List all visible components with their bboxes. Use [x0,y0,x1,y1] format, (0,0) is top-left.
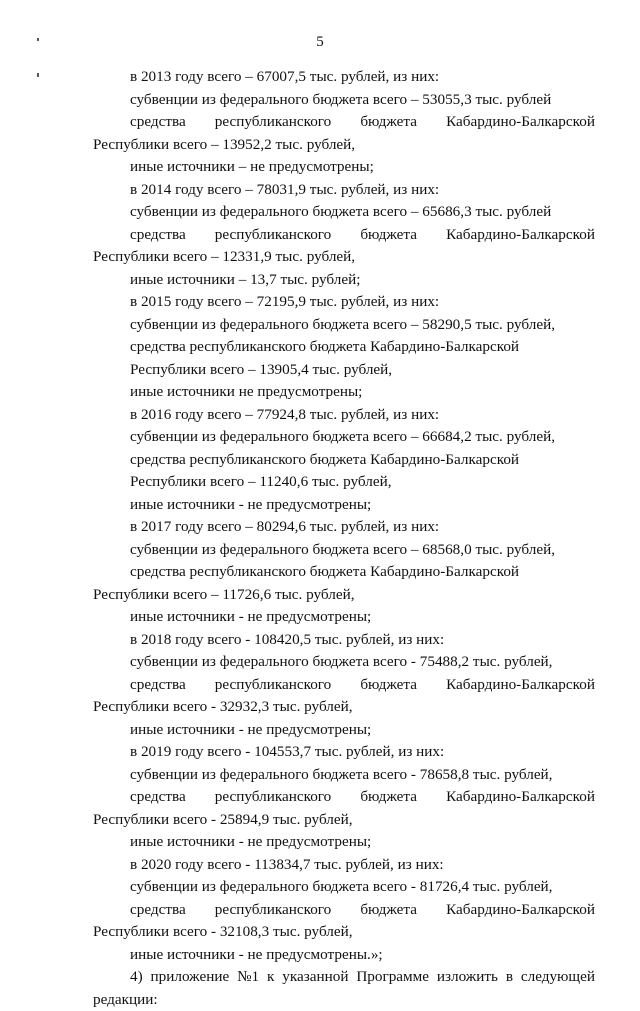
word: республиканского [215,111,331,134]
text-line: Республики всего – 11726,6 тыс. рублей, [93,584,595,607]
justified-line [93,786,595,809]
word: изложить [437,966,498,989]
text-line: субвенции из федерального бюджета всего - 75488,2 тыс. рублей, [93,651,595,674]
justified-line [93,674,595,697]
text-line: Республики всего – 13952,2 тыс. рублей, [93,134,595,157]
margin-mark [37,38,39,41]
word: в [506,966,513,989]
word: бюджета [360,111,417,134]
text-line: субвенции из федерального бюджета всего – 53055,3 тыс. рублей [93,89,595,112]
word: Кабардино-Балкарской [446,786,595,809]
text-line: иные источники - не предусмотрены; [93,494,595,517]
justified-line [93,111,595,134]
text-line: субвенции из федерального бюджета всего – 65686,3 тыс. рублей [93,201,595,224]
text-line: редакции: [93,989,595,1011]
text-line: Республики всего - 32108,3 тыс. рублей, [93,921,595,944]
word: 4) [130,966,143,989]
text-line: иные источники – 13,7 тыс. рублей; [93,269,595,292]
justified-line [93,899,595,922]
text-line: в 2016 году всего – 77924,8 тыс. рублей, из них: [93,404,595,427]
word: приложение [151,966,230,989]
page-number: 5 [0,33,640,51]
justified-line [93,224,595,247]
word: бюджета [360,899,417,922]
text-line: средства республиканского бюджета Кабардино-Балкарской [93,561,595,584]
word: бюджета [360,674,417,697]
text-line: в 2019 году всего - 104553,7 тыс. рублей, из них: [93,741,595,764]
text-line: средства республиканского бюджета Кабардино-Балкарской [93,449,595,472]
word: бюджета [360,786,417,809]
word: следующей [521,966,595,989]
text-line: субвенции из федерального бюджета всего – 58290,5 тыс. рублей, [93,314,595,337]
text-line: Республики всего – 13905,4 тыс. рублей, [93,359,595,382]
text-line: иные источники не предусмотрены; [93,381,595,404]
word: к [267,966,274,989]
margin-mark [37,73,39,77]
word: Кабардино-Балкарской [446,224,595,247]
text-line: в 2017 году всего – 80294,6 тыс. рублей, из них: [93,516,595,539]
text-line: Республики всего – 12331,9 тыс. рублей, [93,246,595,269]
text-line: в 2013 году всего – 67007,5 тыс. рублей, из них: [93,66,595,89]
word: Программе [356,966,429,989]
text-line: иные источники – не предусмотрены; [93,156,595,179]
text-line: в 2018 году всего - 108420,5 тыс. рублей, из них: [93,629,595,652]
text-line: Республики всего - 25894,9 тыс. рублей, [93,809,595,832]
text-line: субвенции из федерального бюджета всего - 81726,4 тыс. рублей, [93,876,595,899]
word: средства [130,224,186,247]
word: средства [130,674,186,697]
word: указанной [282,966,348,989]
text-line: субвенции из федерального бюджета всего - 78658,8 тыс. рублей, [93,764,595,787]
word: республиканского [215,224,331,247]
justified-line [93,966,595,989]
text-line: в 2014 году всего – 78031,9 тыс. рублей, из них: [93,179,595,202]
text-line: субвенции из федерального бюджета всего – 66684,2 тыс. рублей, [93,426,595,449]
word: Кабардино-Балкарской [446,111,595,134]
word: Кабардино-Балкарской [446,899,595,922]
word: средства [130,111,186,134]
word: №1 [237,966,259,989]
text-line: иные источники - не предусмотрены; [93,831,595,854]
word: средства [130,899,186,922]
word: Кабардино-Балкарской [446,674,595,697]
word: бюджета [360,224,417,247]
text-line: Республики всего – 11240,6 тыс. рублей, [93,471,595,494]
text-line: иные источники - не предусмотрены; [93,606,595,629]
word: средства [130,786,186,809]
text-line: иные источники - не предусмотрены; [93,719,595,742]
document-body [93,66,595,1011]
text-line: в 2015 году всего – 72195,9 тыс. рублей, из них: [93,291,595,314]
word: республиканского [215,899,331,922]
text-line: в 2020 году всего - 113834,7 тыс. рублей, из них: [93,854,595,877]
text-line: иные источники - не предусмотрены.»; [93,944,595,967]
text-line: средства республиканского бюджета Кабардино-Балкарской [93,336,595,359]
word: республиканского [215,674,331,697]
text-line: Республики всего - 32932,3 тыс. рублей, [93,696,595,719]
text-line: субвенции из федерального бюджета всего – 68568,0 тыс. рублей, [93,539,595,562]
word: республиканского [215,786,331,809]
